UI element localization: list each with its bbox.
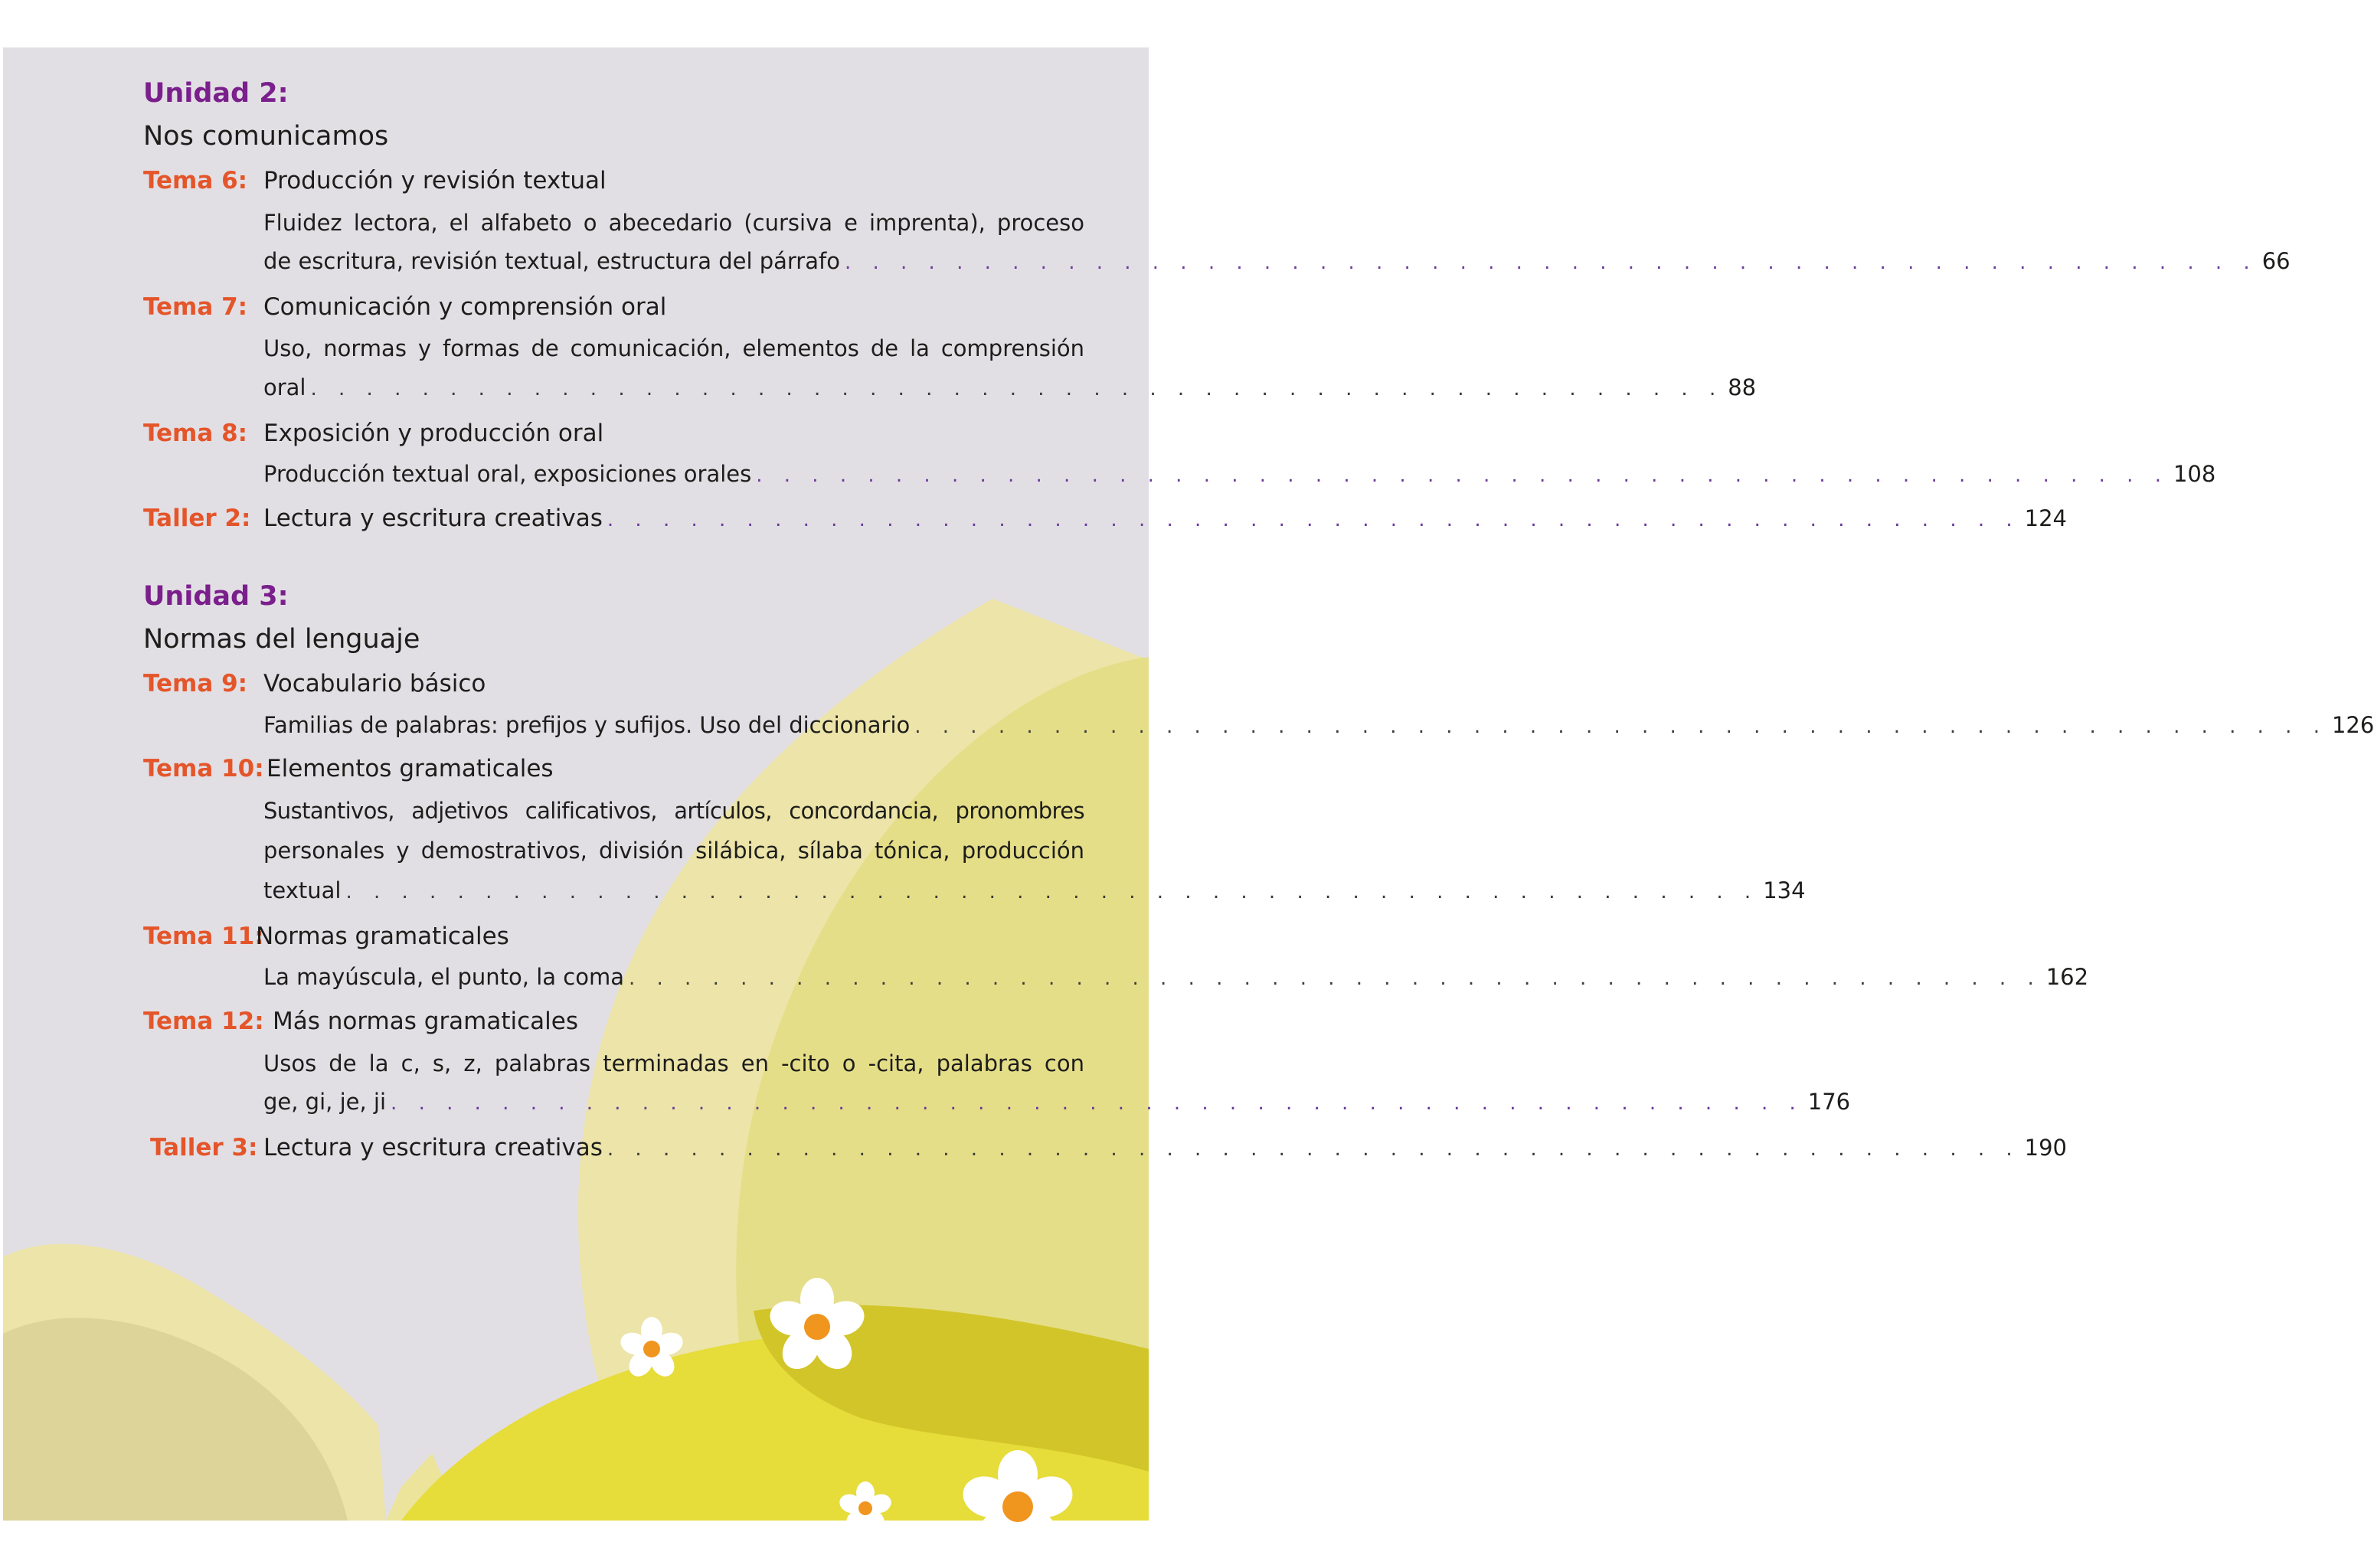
- page-number: 108: [2173, 461, 2216, 487]
- page: [3, 47, 2374, 1521]
- page-number: 190: [2024, 1135, 2067, 1161]
- tema-label: Tema 8:: [143, 420, 248, 447]
- dot-leader: . . . . . . . . . . . . . . . . . . . . . . . . . . . . . . . . . . . . . . . . . . . . . . . . . . .: [629, 967, 2042, 990]
- taller-label: Taller 3:: [150, 1134, 258, 1161]
- page-number: 126: [2331, 712, 2374, 738]
- tema-label: Tema 9:: [143, 670, 248, 697]
- tema-label: Tema 7:: [143, 293, 248, 321]
- dot-leader: . . . . . . . . . . . . . . . . . . . . . . . . . . . . . . . . . . . . . . . . . . . . . . . . . . .: [345, 880, 1759, 903]
- tema-10-description-line-2: personales y demostrativos, división silábica, sílaba tónica, producción: [263, 838, 1084, 864]
- tema-title: Comunicación y comprensión oral: [263, 293, 667, 321]
- dot-leader: . . . . . . . . . . . . . . . . . . . . . . . . . . . . . . . . . . . . . . . . . . . . . . . . . . .: [914, 715, 2327, 738]
- flower-icon: [618, 1317, 686, 1381]
- flower-icon: [958, 1450, 1078, 1564]
- tema-title: Más normas gramaticales: [273, 1008, 579, 1035]
- page-number: 176: [1807, 1089, 1851, 1115]
- tema-7-description: Uso, normas y formas de comunicación, elementos de la comprensión: [263, 335, 1084, 361]
- dot-leader: . . . . . . . . . . . . . . . . . . . . . . . . . . . . . . . . . . . . . . . . . . . . . . . . . . .: [844, 251, 2258, 274]
- unit-3-subtitle: Normas del lenguaje: [143, 624, 420, 655]
- tema-10-description-line-1: Sustantivos, adjetivos calificativos, artículos, concordancia, pronombres: [263, 798, 1084, 824]
- flowers-layer: [3, 47, 1149, 1521]
- tema-title: Exposición y producción oral: [263, 420, 604, 447]
- tema-title: Elementos gramaticales: [267, 755, 554, 782]
- tema-9-description: Familias de palabras: prefijos y sufijos. Uso del diccionario: [263, 712, 911, 738]
- page-number: 162: [2045, 964, 2089, 990]
- tema-title: Vocabulario básico: [263, 670, 486, 697]
- taller-title: Lectura y escritura creativas: [263, 1134, 603, 1161]
- page-number: 124: [2024, 505, 2067, 531]
- tema-6-description-end: de escritura, revisión textual, estructura del párrafo: [263, 248, 840, 274]
- tema-label: Tema 6:: [143, 167, 248, 194]
- unit-3-heading: Unidad 3:: [143, 581, 289, 612]
- tema-title: Producción y revisión textual: [263, 167, 607, 194]
- dot-leader: . . . . . . . . . . . . . . . . . . . . . . . . . . . . . . . . . . . . . . . . . . . . . . . . . . .: [607, 1138, 2020, 1161]
- dot-leader: . . . . . . . . . . . . . . . . . . . . . . . . . . . . . . . . . . . . . . . . . . . . . . . . . . .: [756, 464, 2169, 487]
- tema-label: Tema 11:: [143, 923, 264, 950]
- page-number: 88: [1728, 374, 1757, 400]
- tema-12-description-end: ge, gi, je, ji: [263, 1089, 387, 1115]
- dot-leader: . . . . . . . . . . . . . . . . . . . . . . . . . . . . . . . . . . . . . . . . . . . . . . . . . . .: [391, 1092, 1803, 1115]
- unit-2-subtitle: Nos comunicamos: [143, 121, 389, 152]
- tema-12-description: Usos de la c, s, z, palabras terminadas en -cito o -cita, palabras con: [263, 1050, 1084, 1076]
- dot-leader: . . . . . . . . . . . . . . . . . . . . . . . . . . . . . . . . . . . . . . . . . . . . . . . . . . .: [607, 508, 2020, 531]
- tema-10-description-end: textual: [263, 877, 342, 903]
- page-number: 66: [2261, 248, 2291, 274]
- unit-2-heading: Unidad 2:: [143, 78, 289, 109]
- tema-7-description-end: oral: [263, 374, 306, 400]
- page-number: 134: [1763, 877, 1806, 903]
- flower-icon: [766, 1278, 869, 1377]
- tema-title: Normas gramaticales: [256, 923, 509, 950]
- tema-6-description: Fluidez lectora, el alfabeto o abecedario (cursiva e imprenta), proceso: [263, 210, 1084, 236]
- tema-11-description: La mayúscula, el punto, la coma: [263, 964, 624, 990]
- taller-title: Lectura y escritura creativas: [263, 505, 603, 532]
- taller-label: Taller 2:: [143, 505, 251, 532]
- dot-leader: . . . . . . . . . . . . . . . . . . . . . . . . . . . . . . . . . . . . . . . . . . . . . . . . . . .: [310, 377, 1724, 400]
- flower-icon: [837, 1481, 894, 1535]
- tema-label: Tema 12:: [143, 1008, 264, 1035]
- tema-label: Tema 10:: [143, 755, 264, 782]
- tema-8-description: Producción textual oral, exposiciones orales: [263, 461, 752, 487]
